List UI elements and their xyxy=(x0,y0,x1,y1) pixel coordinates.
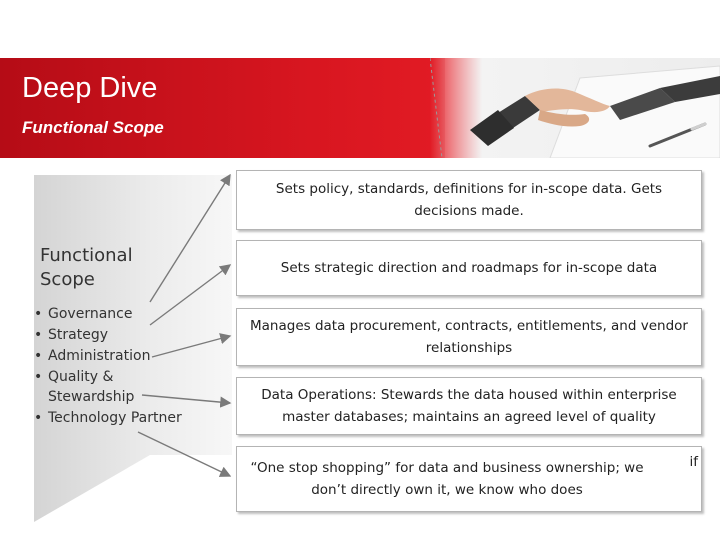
scope-item-technology-partner: • Technology Partner xyxy=(34,408,184,428)
strategy-description: Sets strategic direction and roadmaps for in-scope data xyxy=(280,260,658,276)
scope-item-administration: • Administration xyxy=(34,346,184,366)
quality-description-box xyxy=(236,377,702,435)
scope-title: Functional Scope xyxy=(40,245,133,290)
scope-item-strategy: • Strategy xyxy=(34,325,184,345)
scope-item-governance: • Governance xyxy=(34,304,184,324)
strategy-description-box xyxy=(236,240,702,296)
trailing-word: if xyxy=(689,454,698,470)
scope-item-quality-stewardship: • Quality & Stewardship xyxy=(34,367,184,407)
administration-description-box xyxy=(236,308,702,366)
governance-description: Sets policy, standards, definitions for in-scope data. Gets decisions made. xyxy=(275,181,663,219)
technology-description: “One stop shopping” for data and business ownership; we don’t directly own it, we know who does xyxy=(250,460,644,498)
technology-description-box xyxy=(236,446,702,512)
page-title: Deep Dive xyxy=(22,72,158,104)
governance-description-box xyxy=(236,170,702,230)
scope-list xyxy=(34,304,184,429)
administration-description: Manages data procurement, contracts, entitlements, and vendor relationships xyxy=(250,318,688,356)
page-subtitle: Functional Scope xyxy=(22,118,164,137)
quality-description: Data Operations: Stewards the data housed within enterprise master databases; maintains an agreed level of quality xyxy=(261,387,677,425)
